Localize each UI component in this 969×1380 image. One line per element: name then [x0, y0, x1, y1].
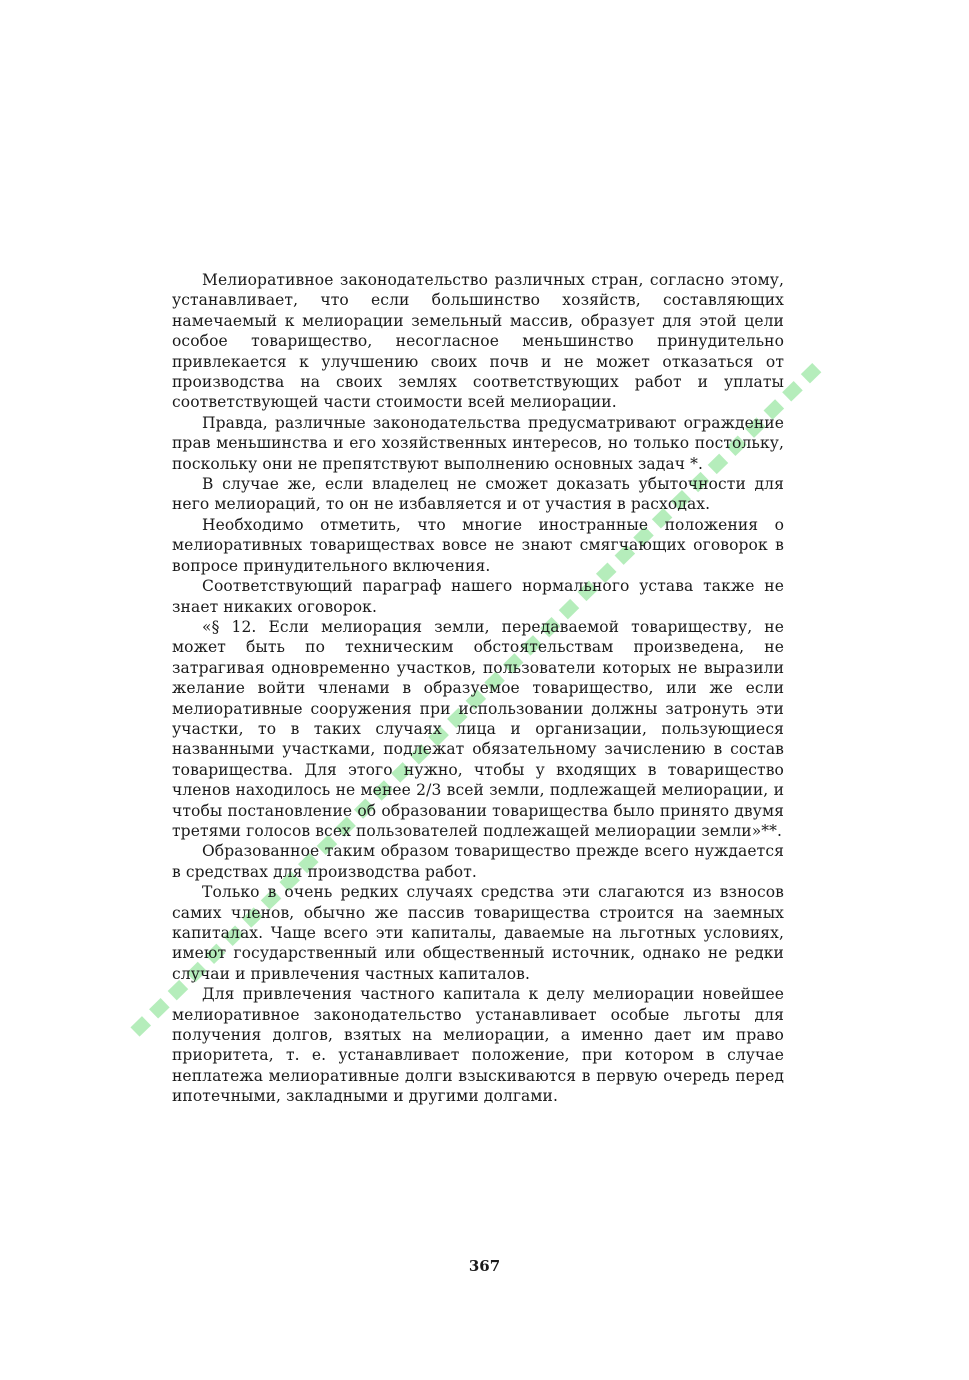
- paragraph-quote: «§ 12. Если мелиорация земли, передаваемой товариществу, не может быть по техническим обстоятельствам произведена, не затрагивая одновременно участков, пользователи которых не выразили желание войти членами в образуемое товарищество, или же если мелиоративные сооружения при использовании должны затронуть эти участки, то в таких случаях лица и организации, пользующиеся названными участками, подлежат обязательному зачислению в состав товарищества. Для этого нужно, чтобы у входящих в товарищество членов находилось не менее 2/3 всей земли, подлежащей мелиорации, и чтобы постановление об образовании товарищества было принято двумя третями голосов всех пользователей подлежащей мелиорации земли»**.: [172, 617, 784, 840]
- paragraph: Правда, различные законодательства предусматривают ограждение прав меньшинства и его хозяйственных интересов, но только постольку, поскольку они не препятствуют выполнению основных задач *.: [172, 413, 784, 473]
- paragraph: Образованное таким образом товарищество прежде всего нуждается в средствах для производства работ.: [172, 842, 784, 881]
- body-text: [172, 270, 784, 1107]
- paragraph: Соответствующий параграф нашего нормального устава также не знает никаких оговорок.: [172, 577, 784, 616]
- paragraph: В случае же, если владелец не сможет доказать убыточности для него мелиораций, то он не избавляется и от участия в расходах.: [172, 475, 784, 514]
- paragraph: Мелиоративное законодательство различных стран, согласно этому, устанавливает, что если большинство хозяйств, составляющих намечаемый к мелиорации земельный массив, образует для этой цели особое товарищество, несогласное меньшинство принудительно привлекается к улучшению своих почв и не может отказаться от производства на своих землях соответствующих работ и уплаты соответствующей части стоимости всей мелиорации.: [172, 271, 784, 412]
- paragraph: Необходимо отметить, что многие иностранные положения о мелиоративных товариществах вовсе не знают смягчающих оговорок в вопросе принудительного включения.: [172, 515, 784, 575]
- page-number: 367: [468, 1257, 501, 1275]
- paragraph: Для привлечения частного капитала к делу мелиорации новейшее мелиоративное законодательство устанавливает особые льготы для получения долгов, взятых на мелиорации, а именно дает им право приоритета, т. е. устанавливает положение, при котором в случае неплатежа мелиоративные долги взыскиваются в первую очередь перед ипотечными, закладными и другими долгами.: [172, 985, 784, 1106]
- paragraph: Только в очень редких случаях средства эти слагаются из взносов самих членов, обычно же пассив товарищества строится на заемных капиталах. Чаще всего эти капиталы, даваемые на льготных условиях, имеют государственный или общественный источник, однако не редки случаи и привлечения частных капиталов.: [172, 883, 784, 983]
